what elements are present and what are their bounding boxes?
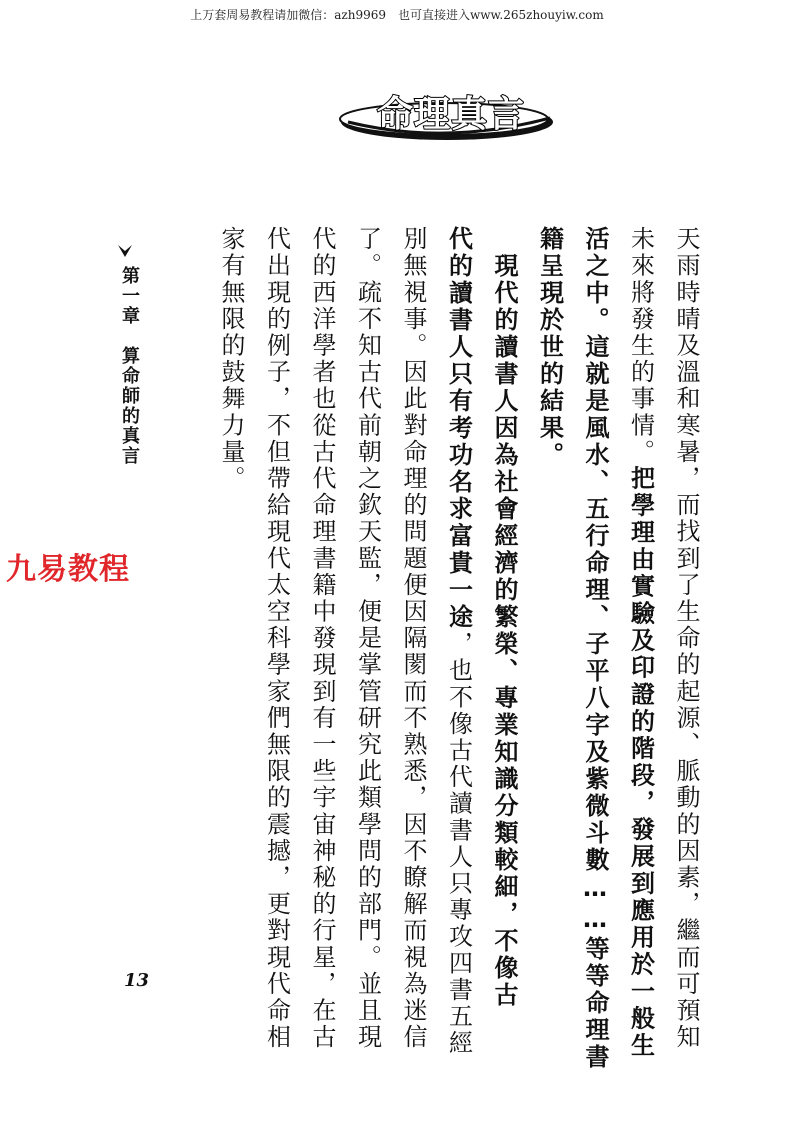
text-column: [215, 226, 247, 492]
chevron-down-icon: [116, 242, 134, 260]
text-segment: 現代的讀書人因為社會經濟的繁榮、專業知識分類較細，不像古: [490, 226, 518, 1009]
text-segment: 籍呈現於世的結果。: [535, 226, 564, 469]
text-column: [397, 226, 429, 1051]
text-segment: ，也不像古代讀書人只專攻四書五經: [444, 631, 473, 1057]
text-segment: 代的西洋學者也從古代命理書籍中發現到有一些宇宙神秘的行星，在古: [308, 226, 336, 1051]
chapter-heading: 第一章 算命師的真言: [119, 266, 140, 466]
text-segment: 未來將發生的事情。: [626, 226, 655, 466]
text-segment: 代出現的例子，不但帶給現代太空科學家們無限的震撼，更對現代命相: [262, 226, 291, 1051]
text-column: [579, 226, 611, 1071]
text-segment: 了。疏不知古代前朝之欽天監，便是掌管研究此類學問的部門。並且現: [353, 226, 382, 1051]
text-column: [261, 226, 293, 1051]
text-column: [488, 226, 520, 1009]
text-segment: 活之中。這就是風水、五行命理、子平八字及紫微斗數……等等命理書: [581, 226, 609, 1071]
watermark-logo: 九易教程: [6, 552, 130, 587]
text-column: [306, 226, 338, 1051]
text-segment: 把學理由實驗及印證的階段，發展到應用於一般生: [626, 465, 655, 1060]
title-badge: [336, 82, 558, 146]
text-segment: 別無視事。因此對命理的問題便因隔閡而不熟悉，因不瞭解而視為迷信: [399, 226, 427, 1051]
text-segment: 天雨時晴及溫和寒暑，而找到了生命的起源、脈動的因素，繼而可預知: [672, 226, 700, 1051]
text-segment: 代的讀書人只有考功名求富貴一途: [444, 226, 473, 631]
header-banner: 上万套周易教程请加微信：azh9969 也可直接进入www.265zhouyiw.com: [190, 8, 604, 22]
text-column: [670, 226, 702, 1051]
text-column: [443, 226, 475, 1057]
page-title: 命理真言: [376, 94, 525, 135]
text-column: [534, 226, 566, 469]
text-column: [352, 226, 384, 1051]
text-column: [625, 226, 657, 1059]
text-segment: 家有無限的鼓舞力量。: [217, 226, 245, 492]
page-number: 13: [124, 970, 150, 991]
